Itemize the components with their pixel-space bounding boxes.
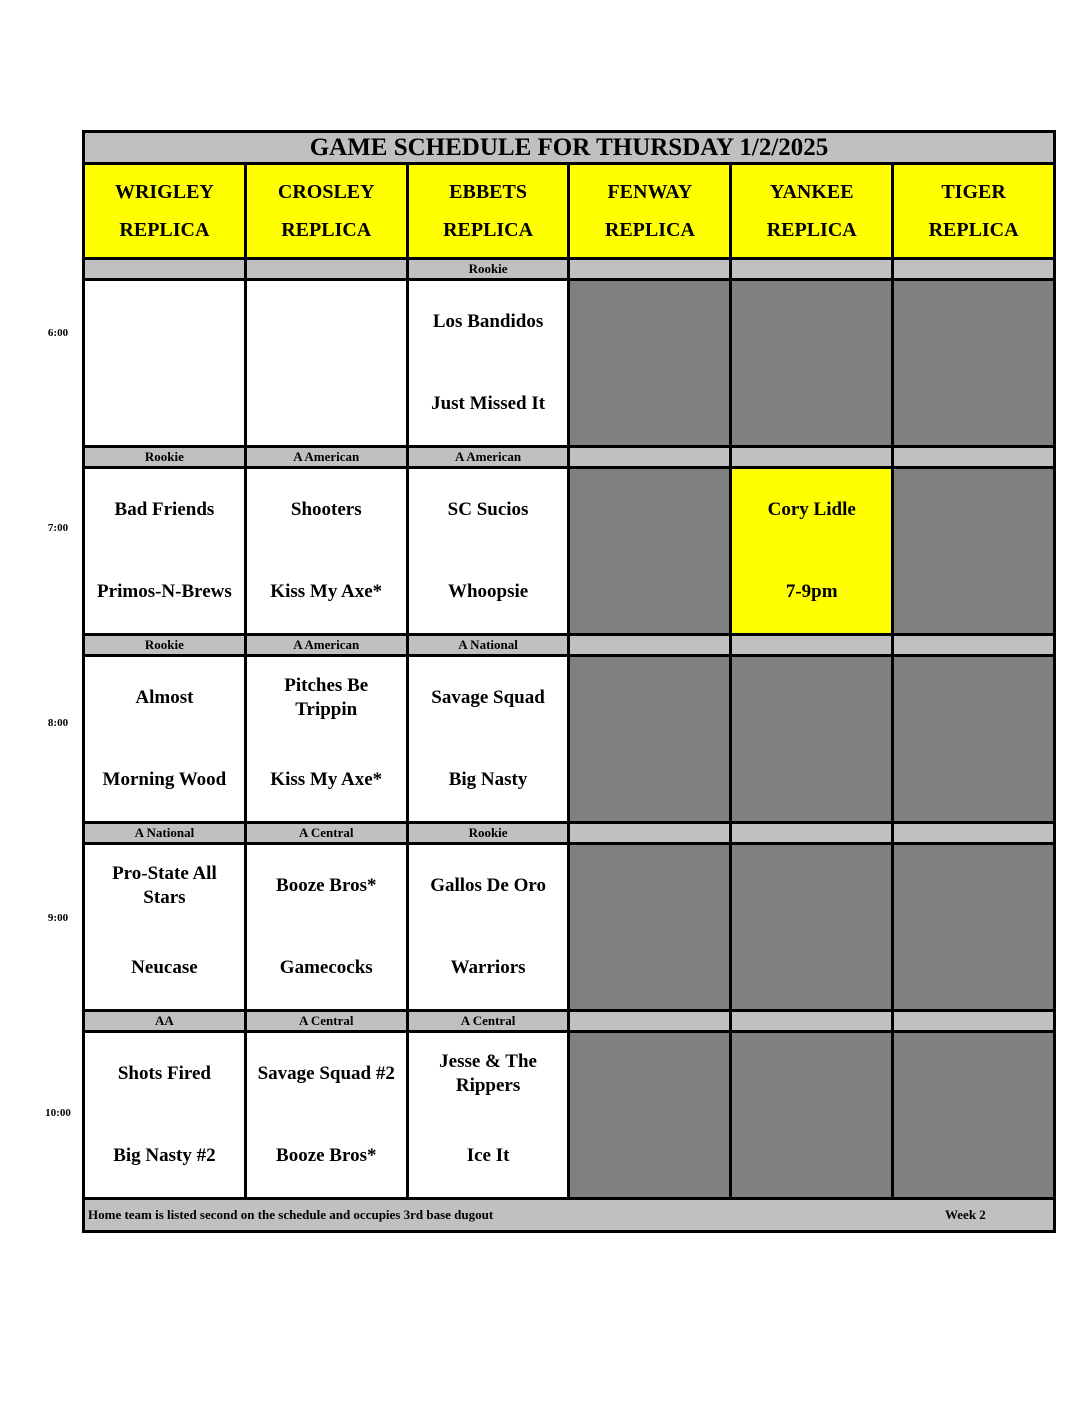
home-team: Neucase bbox=[131, 957, 198, 978]
footer-row bbox=[84, 1199, 1055, 1232]
division-row bbox=[84, 447, 1055, 468]
division-label: A Central bbox=[245, 1011, 407, 1032]
division-label bbox=[84, 259, 246, 280]
matchup bbox=[732, 281, 891, 445]
division-label: A Central bbox=[245, 823, 407, 844]
blocked-cell bbox=[731, 656, 893, 823]
matchup bbox=[85, 469, 244, 633]
home-team bbox=[570, 739, 729, 821]
away-team bbox=[247, 281, 406, 363]
away-team: Gallos De Oro bbox=[430, 875, 546, 896]
game-cell bbox=[407, 280, 569, 447]
blocked-cell bbox=[731, 280, 893, 447]
away-team bbox=[570, 845, 729, 927]
field-subtitle: REPLICA bbox=[766, 219, 857, 241]
division-label bbox=[893, 635, 1055, 656]
division-label: A National bbox=[84, 823, 246, 844]
division-label bbox=[731, 635, 893, 656]
home-team: Big Nasty bbox=[448, 769, 528, 790]
schedule-title: GAME SCHEDULE FOR THURSDAY 1/2/2025 bbox=[84, 132, 1055, 164]
home-team bbox=[894, 363, 1053, 445]
away-team bbox=[894, 845, 1053, 927]
home-team: Morning Wood bbox=[102, 769, 227, 790]
home-team bbox=[570, 927, 729, 1009]
division-label: A American bbox=[245, 447, 407, 468]
game-cell bbox=[84, 1032, 246, 1199]
field-name: CROSLEY bbox=[277, 181, 375, 203]
away-team bbox=[570, 281, 729, 363]
home-team bbox=[894, 927, 1053, 1009]
away-team: Jesse & The Rippers bbox=[439, 1051, 537, 1096]
matchup bbox=[570, 469, 729, 633]
field-header-row bbox=[84, 164, 1055, 259]
division-row bbox=[84, 259, 1055, 280]
away-team: SC Sucios bbox=[447, 499, 529, 520]
blocked-cell bbox=[569, 656, 731, 823]
home-team bbox=[570, 551, 729, 633]
game-cell bbox=[245, 844, 407, 1011]
field-name: WRIGLEY bbox=[114, 181, 214, 203]
division-label: Rookie bbox=[84, 635, 246, 656]
matchup bbox=[85, 281, 244, 445]
matchup bbox=[247, 469, 406, 633]
matchup bbox=[247, 281, 406, 445]
home-team bbox=[732, 363, 891, 445]
field-name: EBBETS bbox=[449, 181, 527, 203]
field-header-yankee bbox=[731, 164, 893, 259]
division-label: Rookie bbox=[84, 447, 246, 468]
time-label: 8:00 bbox=[47, 717, 69, 729]
game-cell bbox=[407, 468, 569, 635]
game-cell bbox=[245, 280, 407, 447]
time-label: 9:00 bbox=[47, 912, 69, 924]
matchup bbox=[409, 657, 568, 821]
division-label bbox=[569, 1011, 731, 1032]
home-team bbox=[570, 363, 729, 445]
division-label: A National bbox=[407, 635, 569, 656]
time-label: 10:00 bbox=[45, 1107, 71, 1119]
division-label bbox=[893, 447, 1055, 468]
matchup bbox=[894, 845, 1053, 1009]
blocked-cell bbox=[893, 1032, 1055, 1199]
field-name: FENWAY bbox=[607, 181, 693, 203]
home-team: Ice It bbox=[466, 1145, 510, 1166]
matchup bbox=[570, 845, 729, 1009]
matchup bbox=[85, 1033, 244, 1197]
away-team bbox=[732, 657, 891, 739]
blocked-cell bbox=[893, 656, 1055, 823]
away-team bbox=[732, 845, 891, 927]
matchup bbox=[894, 281, 1053, 445]
home-team: Primos-N-Brews bbox=[97, 581, 232, 602]
matchup bbox=[570, 1033, 729, 1197]
division-row bbox=[84, 823, 1055, 844]
division-label bbox=[893, 1011, 1055, 1032]
matchup bbox=[894, 657, 1053, 821]
home-team bbox=[570, 1115, 729, 1197]
matchup bbox=[409, 1033, 568, 1197]
week-label: Week 2 bbox=[945, 1207, 986, 1222]
matchup bbox=[247, 845, 406, 1009]
division-label bbox=[569, 259, 731, 280]
away-team bbox=[894, 1033, 1053, 1115]
away-team bbox=[894, 281, 1053, 363]
division-label bbox=[731, 259, 893, 280]
matchup bbox=[409, 469, 568, 633]
blocked-cell bbox=[569, 468, 731, 635]
matchup bbox=[409, 845, 568, 1009]
home-team: Warriors bbox=[450, 957, 526, 978]
blocked-cell bbox=[569, 280, 731, 447]
away-team: Savage Squad #2 bbox=[257, 1063, 395, 1084]
game-cell bbox=[84, 468, 246, 635]
home-team: Kiss My Axe* bbox=[270, 581, 383, 602]
home-team bbox=[894, 551, 1053, 633]
home-team: Kiss My Axe* bbox=[270, 769, 383, 790]
game-cell bbox=[245, 1032, 407, 1199]
division-label bbox=[245, 259, 407, 280]
field-header-crosley bbox=[245, 164, 407, 259]
matchup bbox=[732, 845, 891, 1009]
matchup bbox=[732, 657, 891, 821]
time-label: 7:00 bbox=[47, 522, 69, 534]
division-label: A American bbox=[407, 447, 569, 468]
matchup bbox=[570, 281, 729, 445]
blocked-cell bbox=[569, 844, 731, 1011]
field-header-fenway bbox=[569, 164, 731, 259]
blocked-cell bbox=[731, 844, 893, 1011]
game-row bbox=[84, 1032, 1055, 1199]
footer-note: Home team is listed second on the schedule and occupies 3rd base dugout bbox=[88, 1207, 494, 1222]
field-name: YANKEE bbox=[769, 181, 854, 203]
blocked-cell bbox=[893, 844, 1055, 1011]
matchup bbox=[570, 657, 729, 821]
field-subtitle: REPLICA bbox=[604, 219, 695, 241]
away-team: Pro-State All Stars bbox=[112, 863, 217, 908]
division-label bbox=[893, 823, 1055, 844]
schedule-table bbox=[82, 130, 1056, 1233]
away-team: Shots Fired bbox=[117, 1063, 211, 1084]
matchup bbox=[85, 657, 244, 821]
home-team bbox=[732, 1115, 891, 1197]
away-team bbox=[894, 657, 1053, 739]
division-label bbox=[731, 823, 893, 844]
footer bbox=[84, 1199, 1055, 1232]
division-label bbox=[893, 259, 1055, 280]
division-label: AA bbox=[84, 1011, 246, 1032]
matchup bbox=[85, 845, 244, 1009]
game-cell bbox=[407, 656, 569, 823]
away-team: Almost bbox=[135, 687, 194, 708]
game-cell bbox=[84, 844, 246, 1011]
field-subtitle: REPLICA bbox=[281, 219, 372, 241]
blocked-cell bbox=[731, 1032, 893, 1199]
division-label bbox=[731, 447, 893, 468]
matchup bbox=[732, 1033, 891, 1197]
matchup bbox=[894, 1033, 1053, 1197]
away-team: Cory Lidle bbox=[767, 499, 856, 520]
division-label: A American bbox=[245, 635, 407, 656]
field-header-tiger bbox=[893, 164, 1055, 259]
away-team: Los Bandidos bbox=[432, 311, 544, 332]
away-team bbox=[570, 469, 729, 551]
game-row bbox=[84, 844, 1055, 1011]
away-team: Bad Friends bbox=[114, 499, 215, 520]
blocked-cell bbox=[893, 280, 1055, 447]
home-team: Just Missed It bbox=[431, 393, 546, 414]
matchup bbox=[247, 1033, 406, 1197]
home-team: Gamecocks bbox=[279, 957, 373, 978]
home-team: Big Nasty #2 bbox=[113, 1145, 216, 1166]
game-cell bbox=[245, 468, 407, 635]
home-team bbox=[894, 739, 1053, 821]
division-label: Rookie bbox=[407, 259, 569, 280]
division-row bbox=[84, 635, 1055, 656]
matchup bbox=[732, 469, 891, 633]
division-label bbox=[569, 823, 731, 844]
away-team: Savage Squad bbox=[431, 687, 545, 708]
home-team bbox=[732, 927, 891, 1009]
away-team bbox=[732, 281, 891, 363]
game-cell bbox=[84, 280, 246, 447]
division-label: Rookie bbox=[407, 823, 569, 844]
game-cell bbox=[245, 656, 407, 823]
matchup bbox=[409, 281, 568, 445]
game-cell bbox=[407, 1032, 569, 1199]
game-cell bbox=[731, 468, 893, 635]
field-header-ebbets bbox=[407, 164, 569, 259]
away-team bbox=[85, 281, 244, 363]
division-label bbox=[569, 635, 731, 656]
blocked-cell bbox=[569, 1032, 731, 1199]
game-row bbox=[84, 280, 1055, 447]
game-cell bbox=[84, 656, 246, 823]
home-team bbox=[732, 739, 891, 821]
away-team bbox=[570, 1033, 729, 1115]
home-team: Whoopsie bbox=[447, 581, 529, 602]
away-team: Shooters bbox=[290, 499, 362, 520]
away-team: Pitches Be Trippin bbox=[284, 675, 369, 720]
division-label bbox=[569, 447, 731, 468]
game-row bbox=[84, 656, 1055, 823]
time-label: 6:00 bbox=[47, 327, 69, 339]
game-row bbox=[84, 468, 1055, 635]
home-team bbox=[247, 363, 406, 445]
away-team bbox=[570, 657, 729, 739]
home-team: Booze Bros* bbox=[276, 1145, 377, 1166]
division-label: A Central bbox=[407, 1011, 569, 1032]
field-header-wrigley bbox=[84, 164, 246, 259]
field-subtitle: REPLICA bbox=[928, 219, 1019, 241]
away-team bbox=[732, 1033, 891, 1115]
field-name: TIGER bbox=[941, 181, 1006, 203]
division-label bbox=[731, 1011, 893, 1032]
matchup bbox=[894, 469, 1053, 633]
home-team bbox=[894, 1115, 1053, 1197]
blocked-cell bbox=[893, 468, 1055, 635]
away-team: Booze Bros* bbox=[276, 875, 377, 896]
division-row bbox=[84, 1011, 1055, 1032]
field-subtitle: REPLICA bbox=[119, 219, 210, 241]
game-cell bbox=[407, 844, 569, 1011]
away-team bbox=[894, 469, 1053, 551]
home-team bbox=[85, 363, 244, 445]
field-subtitle: REPLICA bbox=[443, 219, 534, 241]
home-team: 7-9pm bbox=[785, 581, 838, 602]
matchup bbox=[247, 657, 406, 821]
